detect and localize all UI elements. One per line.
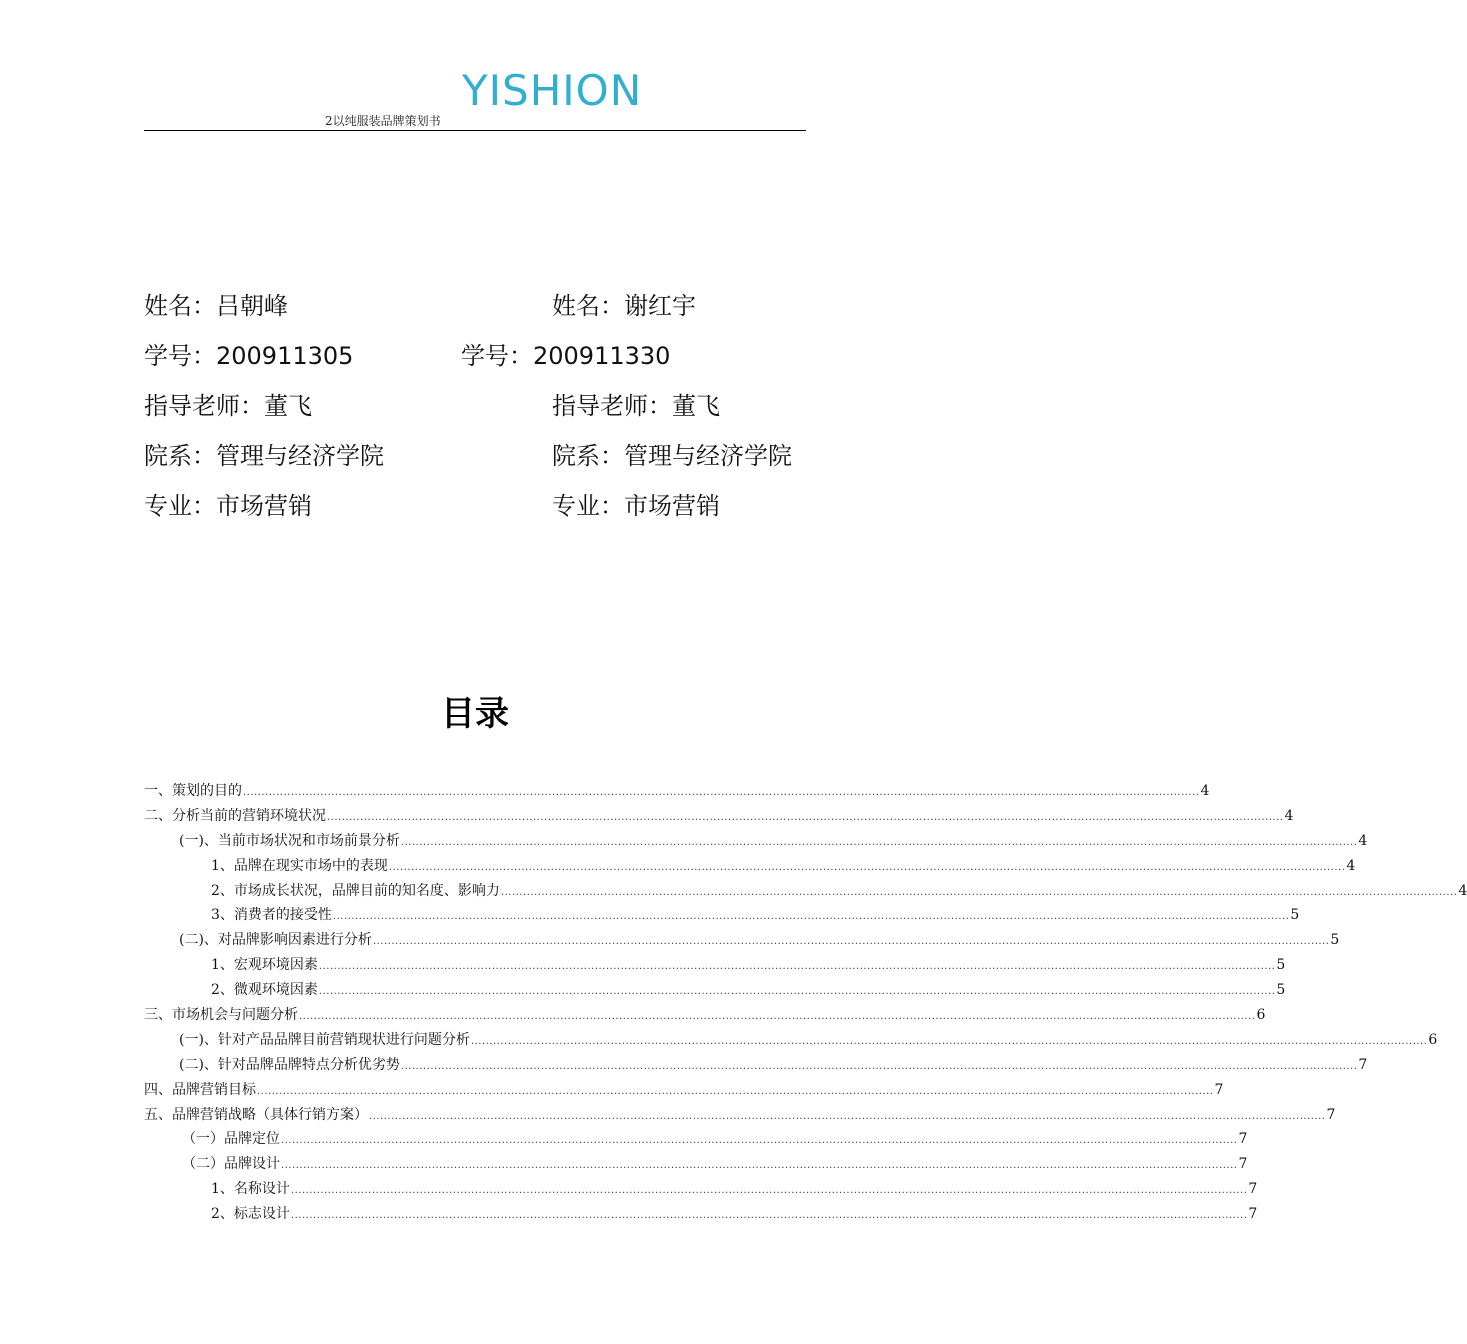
yishion-logo: YISHION (462, 66, 643, 115)
toc-entry-title: 1、品牌在现实市场中的表现 (211, 857, 388, 874)
toc-entry-title: (一)、当前市场状况和市场前景分析 (179, 832, 400, 849)
toc-page-number: 7 (1238, 1156, 1248, 1173)
toc-entry[interactable] (144, 1104, 1336, 1129)
toc-page-number: 4 (1458, 882, 1467, 899)
toc-page-number: 5 (1330, 932, 1340, 949)
toc-page-number: 7 (1214, 1081, 1224, 1098)
toc-dot-leader: .................................................................................................................................................................................................................................................................... (318, 961, 1276, 973)
toc-dot-leader: .................................................................................................................................................................................................................................................................... (327, 811, 1284, 823)
toc-entry-title: 2、微观环境因素 (211, 982, 318, 999)
toc-entry-title: (一)、针对产品品牌目前营销现状进行问题分析 (179, 1031, 470, 1048)
toc-entry[interactable] (144, 780, 1210, 805)
toc-entry[interactable] (144, 805, 1294, 830)
toc-entry[interactable] (144, 904, 1300, 929)
toc-dot-leader: .................................................................................................................................................................................................................................................................... (281, 1160, 1238, 1172)
toc-page-number: 7 (1326, 1106, 1336, 1123)
toc-entry-title: 1、名称设计 (211, 1181, 290, 1198)
left-student-id: 学号：200911305 (144, 342, 354, 370)
toc-dot-leader: .................................................................................................................................................................................................................................................................... (243, 787, 1200, 798)
toc-entry-title: （一）品牌定位 (182, 1131, 280, 1148)
toc-dot-leader: .................................................................................................................................................................................................................................................................... (318, 986, 1276, 998)
toc-entry-title: 四、品牌营销目标 (144, 1081, 256, 1098)
toc-entry-title: （二）品牌设计 (182, 1156, 280, 1173)
toc-page-number: 5 (1276, 982, 1286, 999)
toc-page-number: 5 (1276, 957, 1286, 974)
toc-entry[interactable] (144, 1054, 1368, 1079)
toc-entry[interactable] (144, 1004, 1266, 1029)
toc-dot-leader: .................................................................................................................................................................................................................................................................... (257, 1085, 1214, 1097)
toc-entry[interactable] (144, 1079, 1224, 1104)
toc-entry-title: (二)、针对品牌品牌特点分析优劣势 (179, 1056, 400, 1073)
toc-entry-title: 2、市场成长状况，品牌目前的知名度、影响力 (211, 882, 500, 899)
toc-dot-leader: .................................................................................................................................................................................................................................................................... (290, 1185, 1248, 1197)
toc-page-number: 7 (1358, 1056, 1368, 1073)
toc-dot-leader: .................................................................................................................................................................................................................................................................... (388, 861, 1346, 873)
toc-entry-title: 三、市场机会与问题分析 (144, 1007, 298, 1024)
toc-entry[interactable] (144, 1128, 1248, 1153)
toc-entry[interactable] (144, 929, 1340, 954)
right-name: 姓名：谢红宇 (552, 292, 696, 320)
toc-page-number: 4 (1346, 857, 1356, 874)
toc-page-number: 6 (1256, 1007, 1266, 1024)
toc-dot-leader: .................................................................................................................................................................................................................................................................... (372, 936, 1330, 948)
toc-dot-leader: .................................................................................................................................................................................................................................................................... (281, 1135, 1238, 1147)
toc-page-number: 5 (1290, 907, 1300, 924)
toc-entry-title: 一、策划的目的 (144, 783, 242, 799)
left-name: 姓名：吕朝峰 (144, 292, 288, 320)
right-advisor: 指导老师：董飞 (552, 392, 720, 420)
toc-dot-leader: .................................................................................................................................................................................................................................................................... (299, 1011, 1256, 1023)
toc-entry[interactable] (144, 1153, 1248, 1178)
toc-page-number: 4 (1284, 807, 1294, 824)
toc-page-number: 6 (1428, 1031, 1438, 1048)
toc-dot-leader: .................................................................................................................................................................................................................................................................... (400, 836, 1358, 848)
toc-entry-title: 五、品牌营销战略（具体行销方案） (144, 1106, 368, 1123)
document-subtitle: 2以纯服装品牌策划书 (325, 114, 441, 128)
toc-dot-leader: .................................................................................................................................................................................................................................................................... (332, 911, 1290, 923)
right-student-id: 学号：200911330 (461, 342, 671, 370)
left-major: 专业：市场营销 (144, 492, 312, 520)
toc-dot-leader: .................................................................................................................................................................................................................................................................... (400, 1060, 1358, 1072)
left-department: 院系：管理与经济学院 (144, 442, 384, 470)
toc-page-number: 7 (1248, 1181, 1258, 1198)
toc-dot-leader: .................................................................................................................................................................................................................................................................... (500, 886, 1458, 898)
toc-entry[interactable] (144, 880, 1467, 905)
toc-entry[interactable] (144, 830, 1368, 855)
left-advisor: 指导老师：董飞 (144, 392, 312, 420)
toc-entry[interactable] (144, 1029, 1438, 1054)
toc-dot-leader: .................................................................................................................................................................................................................................................................... (290, 1210, 1248, 1222)
header-divider (144, 130, 806, 131)
toc-entry[interactable] (144, 1178, 1258, 1203)
right-department: 院系：管理与经济学院 (552, 442, 792, 470)
table-of-contents (144, 780, 1467, 1228)
toc-dot-leader: .................................................................................................................................................................................................................................................................... (369, 1110, 1326, 1122)
toc-entry[interactable] (144, 979, 1286, 1004)
toc-entry-title: 二、分析当前的营销环境状况 (144, 807, 326, 824)
toc-page-number: 4 (1200, 783, 1210, 799)
toc-page-number: 4 (1358, 832, 1368, 849)
toc-entry-title: 1、宏观环境因素 (211, 957, 318, 974)
right-major: 专业：市场营销 (552, 492, 720, 520)
toc-entry-title: 3、消费者的接受性 (211, 907, 332, 924)
toc-title: 目录 (441, 694, 509, 734)
toc-page-number: 7 (1248, 1206, 1258, 1223)
toc-dot-leader: .................................................................................................................................................................................................................................................................... (470, 1035, 1428, 1047)
toc-entry-title: (二)、对品牌影响因素进行分析 (179, 932, 372, 949)
toc-entry-title: 2、标志设计 (211, 1206, 290, 1223)
toc-entry[interactable] (144, 954, 1286, 979)
toc-entry[interactable] (144, 855, 1356, 880)
toc-page-number: 7 (1238, 1131, 1248, 1148)
toc-entry[interactable] (144, 1203, 1258, 1228)
